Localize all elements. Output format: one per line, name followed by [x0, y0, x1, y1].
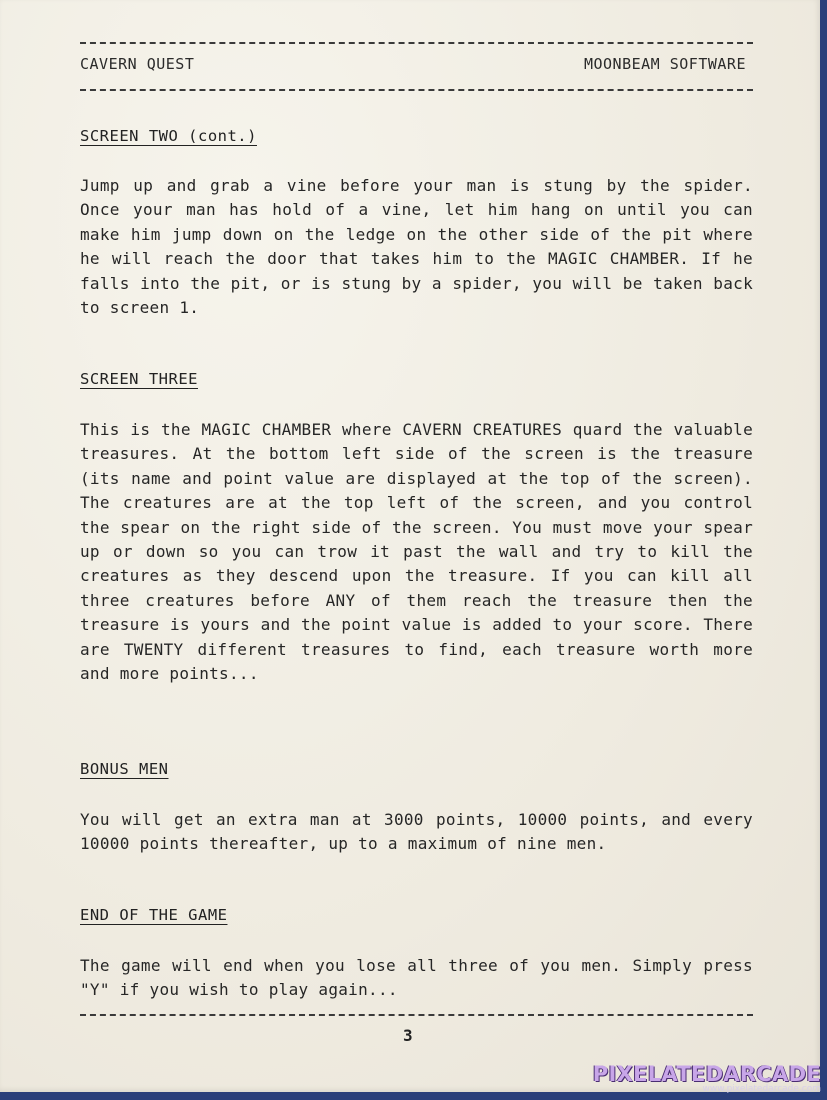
publisher-name: MOONBEAM SOFTWARE [583, 55, 746, 73]
footer-divider [80, 1014, 753, 1016]
page-number: 3 [403, 1026, 413, 1045]
game-title: CAVERN QUEST [80, 55, 195, 73]
section-body-screen-two: Jump up and grab a vine before your man is stung by the spider. Once your man has hold of a vine, let him hang on until you can make him jump down on the ledge on the other side of the pit where he will reach the door that takes him to the MAGIC CHAMBER. If he falls into the pit, or is stung by a spider, you will be taken back to screen 1. [80, 176, 753, 318]
section-body-end-of-game: The game will end when you lose all three of you men. Simply press "Y" if you wish to play again... [80, 956, 753, 1000]
top-divider [80, 42, 753, 44]
header-divider [80, 89, 753, 91]
site-watermark [593, 1062, 821, 1094]
watermark-logo: PIXELATEDARCADE [592, 1062, 821, 1086]
section-heading-screen-two: SCREEN TWO (cont.) [80, 127, 257, 145]
watermark-url: www.pixelatedarcade.com [702, 1084, 821, 1094]
section-body-bonus-men: You will get an extra man at 3000 points, 10000 points, and every 10000 points thereafter, up to a maximum of nine men. [80, 810, 753, 854]
section-heading-screen-three: SCREEN THREE [80, 370, 198, 388]
section-heading-end-of-game: END OF THE GAME [80, 906, 228, 924]
section-body-screen-three: This is the MAGIC CHAMBER where CAVERN CREATURES quard the valuable treasures. At the bottom left side of the screen is the treasure (its name and point value are displayed at the top of the screen). The creatures are at the top left of the screen, and you control the spear on the right side of the screen. You must move your spear up or down so you can trow it past the wall and try to kill the creatures as they descend upon the treasure. If you can kill all three creatures before ANY of them reach the treasure then the treasure is yours and the point value is added to your score. There are TWENTY different treasures to find, each treasure worth more and more points... [80, 420, 753, 684]
section-heading-bonus-men: BONUS MEN [80, 760, 169, 778]
